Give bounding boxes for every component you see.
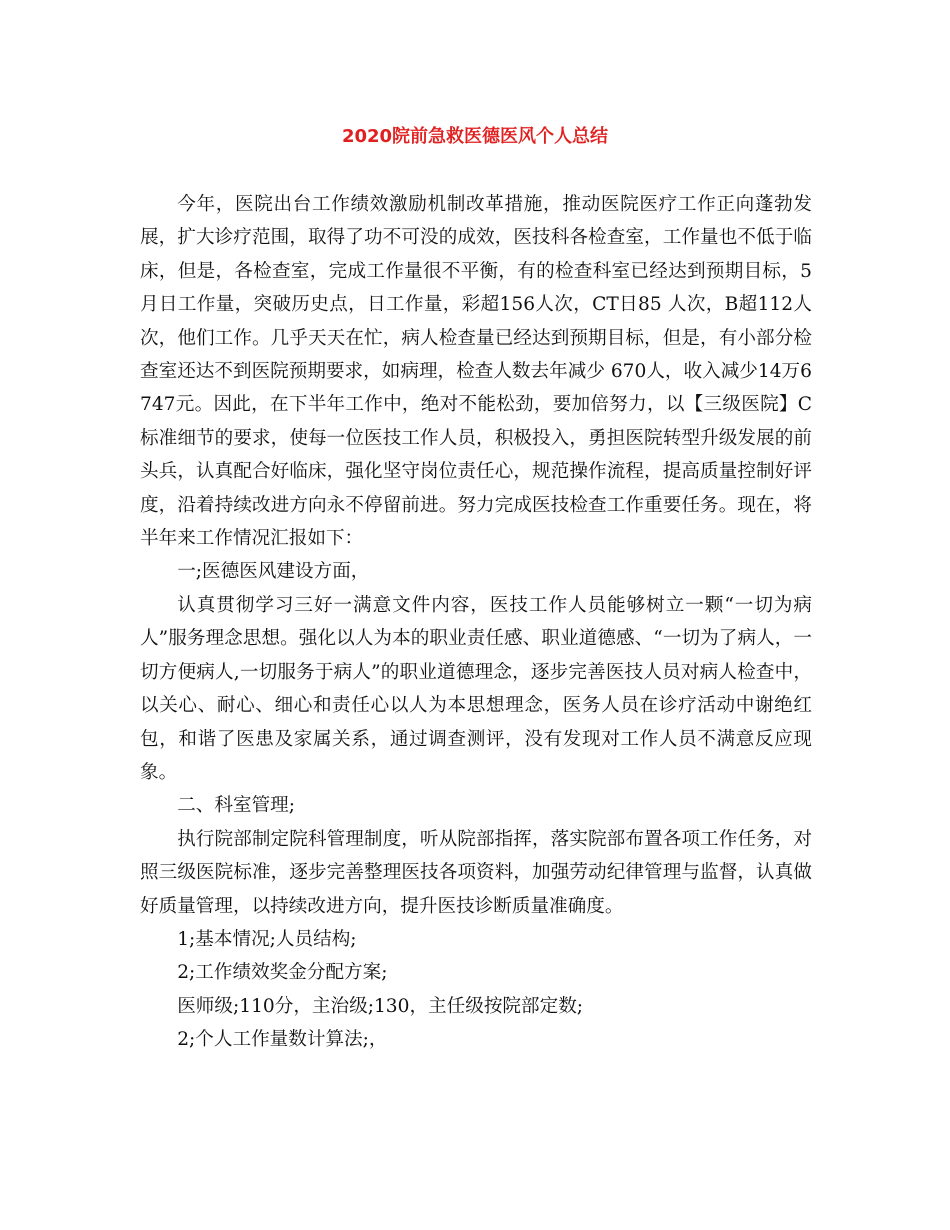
paragraph-management: 执行院部制定院科管理制度，听从院部指挥，落实院部布置各项工作任务，对照三级医院标准，逐步完善整理医技各项资料，加强劳动纪律管理与监督，认真做好质量管理，以持续改进方向，提升医技诊断质量准确度。: [140, 828, 812, 917]
list-item-workload-calc: 2;个人工作量数计算法;，: [177, 1029, 388, 1051]
list-item-physician-levels: 医师级;110分，主治级;130，主任级按院部定数;: [177, 995, 584, 1017]
list-item-basic-info: 1;基本情况;人员结构;: [177, 928, 357, 950]
section-heading-1: 一;医德医风建设方面，: [177, 561, 370, 583]
section-heading-2: 二、科室管理;: [177, 795, 296, 817]
list-item-bonus-plan: 2;工作绩效奖金分配方案;: [177, 962, 388, 984]
paragraph-intro: 今年，医院出台工作绩效激励机制改革措施，推动医院医疗工作正向蓬勃发展，扩大诊疗范围，取得了功不可没的成效，医技科各检查室，工作量也不低于临床，但是，各检查室，完成工作量很不平衡，有的检查科室已经达到预期目标，5月日工作量，突破历史点，日工作量，彩超156人次，CT日85 人次，B超112人次，他们工作。几乎天天在忙，病人检查量已经达到预期目标，但是，有小部分检查室还达不到医院预期要求，如病理，检查人数去年减少 670人，收入减少14万6747元。因此，在下半年工作中，绝对不能松劲，要加倍努力，以【三级医院】C标准细节的要求，使每一位医技工作人员，积极投入，勇担医院转型升级发展的前头兵，认真配合好临床，强化坚守岗位责任心，规范操作流程，提高质量控制好评度，沿着持续改进方向永不停留前进。努力完成医技检查工作重要任务。现在，将半年来工作情况汇报如下：: [140, 194, 812, 550]
document-title: 2020院前急救医德医风个人总结: [341, 126, 609, 147]
paragraph-ethics: 认真贯彻学习三好一满意文件内容，医技工作人员能够树立一颗“一切为病人”服务理念思想。强化以人为本的职业责任感、职业道德感、“一切为了病人，一切方便病人,一切服务于病人”的职业道德理念，逐步完善医技人员对病人检查中，以关心、耐心、细心和责任心以人为本思想理念，医务人员在诊疗活动中谢绝红包，和谐了医患及家属关系，通过调查测评，没有发现对工作人员不满意反应现象。: [140, 594, 812, 783]
document-body: [140, 188, 812, 1057]
